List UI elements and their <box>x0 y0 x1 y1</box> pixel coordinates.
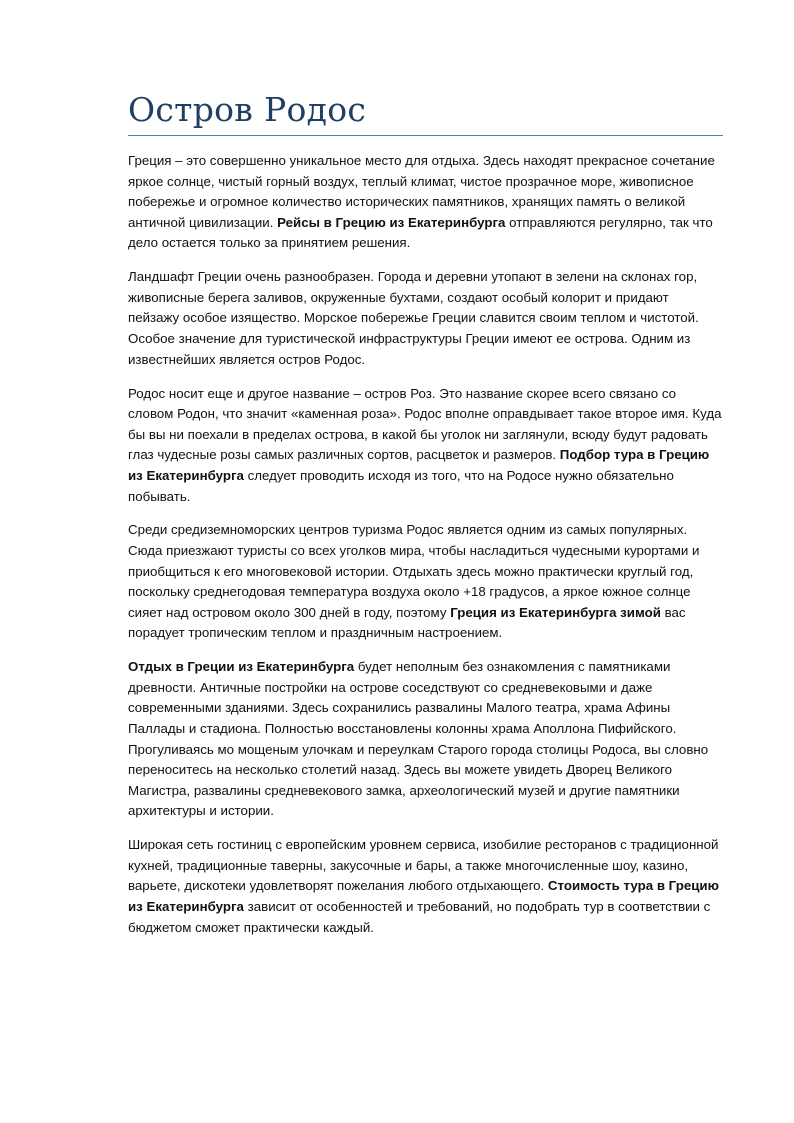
paragraph-3: Родос носит еще и другое название – остров Роз. Это название скорее всего связано со словом Родон, что значит «каменная роза». Родос вполне оправдывает такое второе имя. Куда бы вы ни поехали в пределах острова, в какой бы уголок ни заглянули, всюду будут радовать глаз чудесные розы самых различных сортов, расцветок и размеров. Подбор тура в Грецию из Екатеринбурга следует проводить исходя из того, что на Родосе нужно обязательно побывать. <box>128 385 722 504</box>
paragraph-4: Среди средиземноморских центров туризма Родос является одним из самых популярных. Сюда приезжают туристы со всех уголков мира, чтобы насладиться чудесными курортами и приобщиться к его многовековой истории. Отдыхать здесь можно практически круглый год, поскольку среднегодовая температура воздуха около +18 градусов, а яркое южное солнце сияет над островом около 300 дней в году, поэтому Греция из Екатеринбурга зимой вас порадует тропическим теплом и праздничным настроением. <box>128 522 700 641</box>
bold-phrase: Подбор тура в Грецию из Екатеринбурга <box>128 447 710 483</box>
document-body <box>128 151 723 952</box>
paragraph-2: Ландшафт Греции очень разнообразен. Города и деревни утопают в зелени на склонах гор, живописные берега заливов, окруженные бухтами, создают особый колорит и придают пейзажу особое изящество. Морское побережье Греции славится своим теплом и чистотой. Особое значение для туристической инфраструктуры Греции имеют ее острова. Одним из известнейших является остров Родос. <box>128 269 699 367</box>
page-title: Остров Родос <box>128 90 367 129</box>
paragraph-6: Широкая сеть гостиниц с европейским уровнем сервиса, изобилие ресторанов с традиционной кухней, традиционные таверны, закусочные и бары, а также многочисленные шоу, казино, варьете, дискотеки удовлетворят пожелания любого отдыхающего. Стоимость тура в Грецию из Екатеринбурга зависит от особенностей и требований, но подобрать тур в соответствии с бюджетом сможет практически каждый. <box>128 837 719 935</box>
paragraph-5: Отдых в Греции из Екатеринбурга будет неполным без ознакомления с памятниками древности. Античные постройки на острове соседствуют со средневековыми и даже современными зданиями. Здесь сохранились развалины Малого театра, храма Афины Паллады и стадиона. Полностью восстановлены колонны храма Аполлона Пифийского. Прогуливаясь мо мощеным улочкам и переулкам Старого города столицы Родоса, вы словно переноситесь на несколько столетий назад. Здесь вы можете увидеть Дворец Великого Магистра, развалины средневекового замка, археологический музей и другие памятники архитектуры и истории. <box>128 659 709 819</box>
bold-phrase: Греция из Екатеринбурга зимой <box>450 604 661 620</box>
bold-phrase: Стоимость тура в Грецию из Екатеринбурга <box>128 878 719 915</box>
title-underline <box>128 135 723 136</box>
bold-phrase: Отдых в Греции из Екатеринбурга <box>128 659 355 675</box>
bold-phrase: Рейсы в Грецию из Екатеринбурга <box>277 214 506 230</box>
paragraph-1: Греция – это совершенно уникальное место для отдыха. Здесь находят прекрасное сочетание яркое солнце, чистый горный воздух, теплый климат, чистое прозрачное море, живописное побережье и огромное количество исторических памятников, хранящих память о великой античной цивилизации. Рейсы в Грецию из Екатеринбурга отправляются регулярно, так что дело остается только за принятием решения. <box>128 153 715 251</box>
